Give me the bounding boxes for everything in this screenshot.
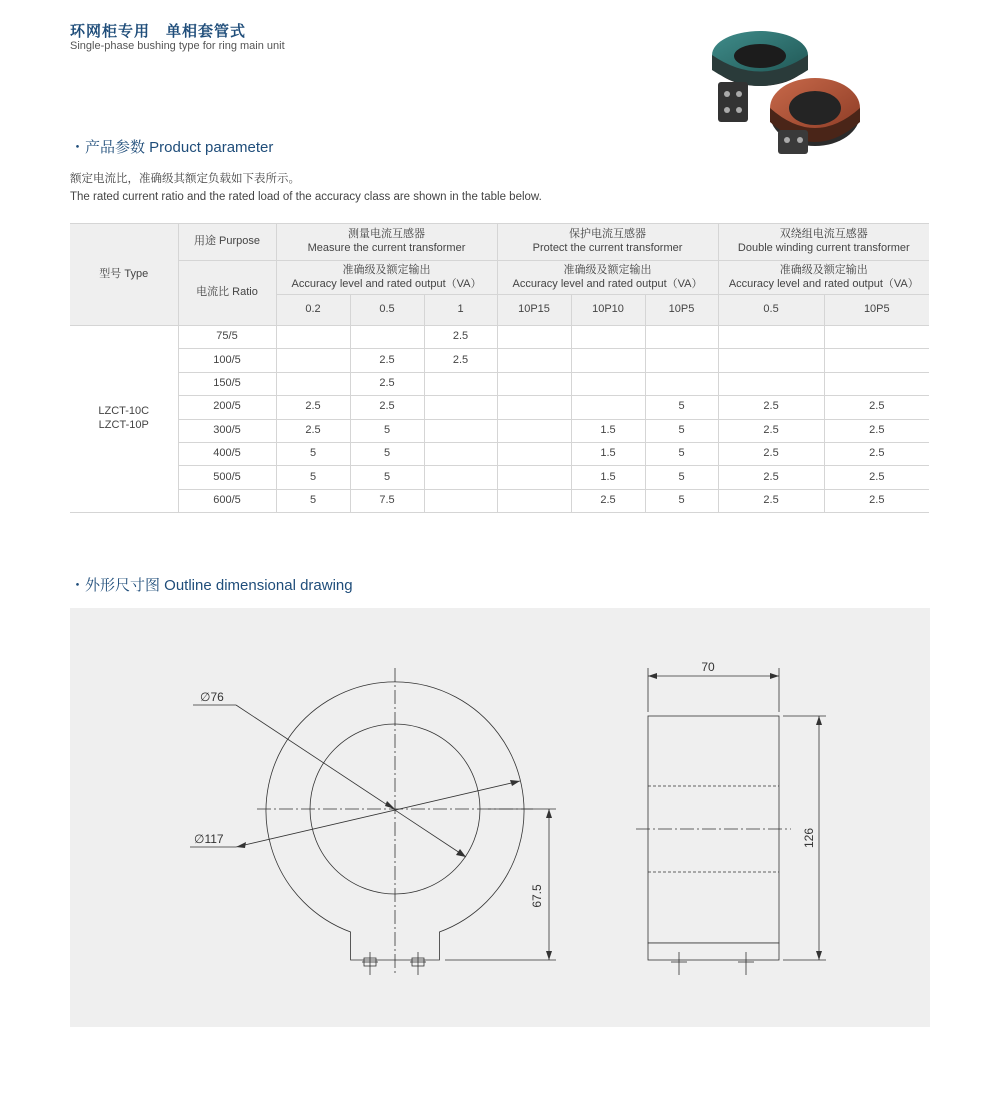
value-cell: 2.5 — [424, 349, 497, 372]
accuracy-cn: 准确级及额定输出 — [779, 263, 868, 276]
value-cell: 1.5 — [571, 466, 645, 489]
class-header: 0.2 — [276, 295, 350, 326]
value-cell: 1.5 — [571, 442, 645, 465]
class-header: 10P5 — [824, 295, 929, 326]
ratio-cell: 200/5 — [178, 396, 276, 419]
accuracy-en: Accuracy level and rated output（VA） — [512, 277, 703, 290]
value-cell: 5 — [276, 466, 350, 489]
value-cell: 2.5 — [571, 489, 645, 512]
value-cell: 2.5 — [824, 466, 929, 489]
section-heading-parameter: ・产品参数 Product parameter — [70, 139, 274, 156]
accuracy-en: Accuracy level and rated output（VA） — [728, 277, 919, 290]
ratio-cell: 500/5 — [178, 466, 276, 489]
group-measure-cn: 测量电流互感器 — [348, 228, 425, 241]
value-cell: 2.5 — [824, 442, 929, 465]
side-body — [648, 716, 779, 943]
ratio-cell: 150/5 — [178, 372, 276, 395]
class-header: 1 — [424, 295, 497, 326]
value-cell: 7.5 — [350, 489, 424, 512]
accuracy-cn: 准确级及额定输出 — [342, 263, 431, 276]
value-cell: 5 — [645, 442, 718, 465]
group-measure-en: Measure the current transformer — [307, 242, 466, 254]
value-cell: 2.5 — [718, 466, 824, 489]
class-header: 0.5 — [350, 295, 424, 326]
model-line: LZCT-10C — [98, 405, 150, 418]
ratio-cell: 100/5 — [178, 349, 276, 372]
ratio-cell: 75/5 — [178, 326, 276, 349]
value-cell: 2.5 — [718, 442, 824, 465]
group-double-en: Double winding current transformer — [737, 242, 910, 254]
value-cell: 2.5 — [824, 489, 929, 512]
value-cell: 5 — [645, 489, 718, 512]
dim-outer-diameter: ∅117 — [194, 832, 224, 846]
value-cell: 2.5 — [276, 419, 350, 442]
page-subtitle: Single-phase bushing type for ring main unit — [70, 40, 285, 52]
value-cell: 2.5 — [824, 396, 929, 419]
dim-height: 126 — [802, 827, 816, 849]
ratio-cell: 300/5 — [178, 419, 276, 442]
dim-inner-diameter: ∅76 — [200, 690, 224, 704]
value-cell: 5 — [645, 466, 718, 489]
value-cell: 2.5 — [718, 489, 824, 512]
value-cell: 2.5 — [424, 326, 497, 349]
model-header: 型号 Type — [70, 224, 178, 326]
class-header: 10P10 — [571, 295, 645, 326]
value-cell: 5 — [350, 442, 424, 465]
class-header: 10P5 — [645, 295, 718, 326]
ratio-cell: 600/5 — [178, 489, 276, 512]
value-cell: 2.5 — [718, 396, 824, 419]
group-protect-cn: 保护电流互感器 — [569, 228, 647, 241]
value-cell: 2.5 — [350, 396, 424, 419]
group-protect-en: Protect the current transformer — [532, 242, 683, 254]
intro-cn: 额定电流比，准确级其额定负载如下表所示。 — [70, 173, 300, 185]
value-cell: 2.5 — [276, 396, 350, 419]
class-header: 10P15 — [497, 295, 571, 326]
purpose-header: 用途 Purpose — [178, 224, 276, 261]
value-cell: 5 — [276, 442, 350, 465]
dim-width: 70 — [701, 660, 715, 674]
dim-center-height: 67.5 — [530, 884, 544, 908]
value-cell: 2.5 — [350, 349, 424, 372]
value-cell: 5 — [645, 419, 718, 442]
ratio-header: 电流比 Ratio — [178, 261, 276, 326]
section-heading-drawing: ・外形尺寸图 Outline dimensional drawing — [70, 577, 353, 594]
value-cell: 2.5 — [350, 372, 424, 395]
group-double-cn: 双绕组电流互感器 — [779, 228, 868, 241]
ratio-cell: 400/5 — [178, 442, 276, 465]
accuracy-cn: 准确级及额定输出 — [563, 263, 652, 276]
page-title: 环网柜专用 单相套管式 — [70, 23, 247, 40]
value-cell: 5 — [350, 419, 424, 442]
model-line: LZCT-10P — [98, 419, 149, 432]
value-cell: 2.5 — [824, 419, 929, 442]
value-cell: 1.5 — [571, 419, 645, 442]
value-cell: 5 — [350, 466, 424, 489]
accuracy-en: Accuracy level and rated output（VA） — [291, 277, 482, 290]
intro-en: The rated current ratio and the rated load of the accuracy class are shown in the table below. — [70, 191, 542, 203]
value-cell: 5 — [276, 489, 350, 512]
class-header: 0.5 — [718, 295, 824, 326]
value-cell: 5 — [645, 396, 718, 419]
value-cell: 2.5 — [718, 419, 824, 442]
